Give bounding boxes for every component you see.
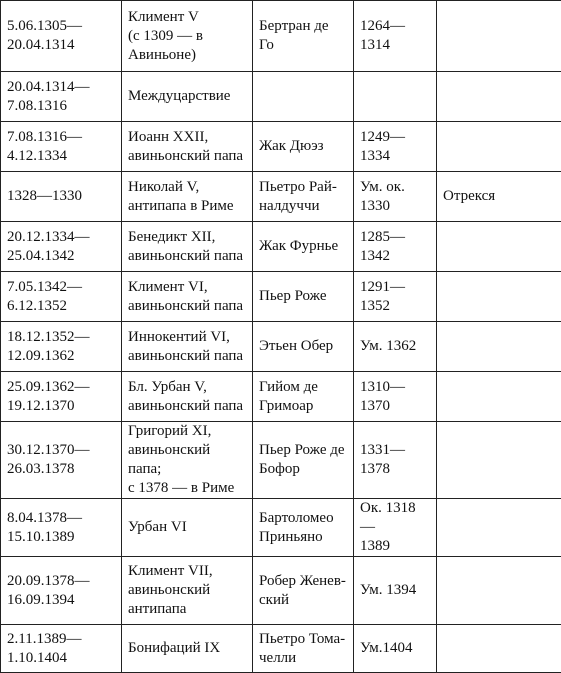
cell-dates: 20.09.1378— 16.09.1394 xyxy=(1,557,122,625)
cell-note xyxy=(437,72,561,122)
cell-pope: Григорий XI, авиньонский папа; с 1378 — в Риме xyxy=(122,422,253,499)
cell-pope: Бонифаций IX xyxy=(122,625,253,673)
cell-dates: 25.09.1362— 19.12.1370 xyxy=(1,372,122,422)
cell-name: Пьетро Тома- челли xyxy=(253,625,354,673)
cell-name: Пьер Роже де Бофор xyxy=(253,422,354,499)
cell-pope: Междуцарствие xyxy=(122,72,253,122)
cell-pope: Урбан VI xyxy=(122,499,253,557)
cell-dates: 30.12.1370— 26.03.1378 xyxy=(1,422,122,499)
cell-name: Этьен Обер xyxy=(253,322,354,372)
cell-note xyxy=(437,222,561,272)
cell-pope: Климент VII, авиньонский антипапа xyxy=(122,557,253,625)
cell-pope: Климент V (с 1309 — в Авиньоне) xyxy=(122,1,253,72)
table-row xyxy=(1,625,561,673)
cell-note xyxy=(437,372,561,422)
cell-dates: 1328—1330 xyxy=(1,172,122,222)
cell-note xyxy=(437,557,561,625)
table-row xyxy=(1,272,561,322)
table-row xyxy=(1,172,561,222)
cell-years: 1285— 1342 xyxy=(354,222,437,272)
table-row xyxy=(1,499,561,557)
cell-years: 1249— 1334 xyxy=(354,122,437,172)
cell-name: Бартоломео Приньяно xyxy=(253,499,354,557)
cell-name: Пьер Роже xyxy=(253,272,354,322)
cell-dates: 7.05.1342— 6.12.1352 xyxy=(1,272,122,322)
cell-note xyxy=(437,625,561,673)
cell-years: Ум. ок. 1330 xyxy=(354,172,437,222)
cell-years: Ум. 1362 xyxy=(354,322,437,372)
cell-name: Жак Фурнье xyxy=(253,222,354,272)
table-row xyxy=(1,72,561,122)
cell-note xyxy=(437,122,561,172)
cell-dates: 2.11.1389— 1.10.1404 xyxy=(1,625,122,673)
table-row xyxy=(1,322,561,372)
cell-years: Ок. 1318— 1389 xyxy=(354,499,437,557)
cell-note xyxy=(437,322,561,372)
cell-pope: Николай V, антипапа в Риме xyxy=(122,172,253,222)
cell-pope: Иннокентий VI, авиньонский папа xyxy=(122,322,253,372)
cell-name xyxy=(253,72,354,122)
cell-years: Ум. 1394 xyxy=(354,557,437,625)
cell-years: 1310— 1370 xyxy=(354,372,437,422)
cell-note xyxy=(437,272,561,322)
cell-pope: Климент VI, авиньонский папа xyxy=(122,272,253,322)
cell-name: Жак Дюэз xyxy=(253,122,354,172)
table-row xyxy=(1,222,561,272)
cell-years: 1264— 1314 xyxy=(354,1,437,72)
cell-name: Робер Женев- ский xyxy=(253,557,354,625)
cell-note xyxy=(437,422,561,499)
cell-pope: Бенедикт XII, авиньонский папа xyxy=(122,222,253,272)
cell-dates: 18.12.1352— 12.09.1362 xyxy=(1,322,122,372)
cell-dates: 8.04.1378— 15.10.1389 xyxy=(1,499,122,557)
cell-dates: 7.08.1316— 4.12.1334 xyxy=(1,122,122,172)
cell-dates: 5.06.1305— 20.04.1314 xyxy=(1,1,122,72)
cell-years: 1291— 1352 xyxy=(354,272,437,322)
cell-pope: Иоанн XXII, авиньонский папа xyxy=(122,122,253,172)
table-row xyxy=(1,422,561,499)
cell-years: Ум.1404 xyxy=(354,625,437,673)
cell-note xyxy=(437,499,561,557)
table-row xyxy=(1,1,561,72)
cell-note xyxy=(437,1,561,72)
table-row xyxy=(1,372,561,422)
cell-years: 1331— 1378 xyxy=(354,422,437,499)
table-row xyxy=(1,122,561,172)
cell-name: Гийом де Гримоар xyxy=(253,372,354,422)
cell-note: Отрекся xyxy=(437,172,561,222)
cell-dates: 20.04.1314— 7.08.1316 xyxy=(1,72,122,122)
cell-pope: Бл. Урбан V, авиньонский папа xyxy=(122,372,253,422)
table-row xyxy=(1,557,561,625)
cell-years xyxy=(354,72,437,122)
cell-name: Бертран де Го xyxy=(253,1,354,72)
cell-dates: 20.12.1334— 25.04.1342 xyxy=(1,222,122,272)
cell-name: Пьетро Рай- налдуччи xyxy=(253,172,354,222)
